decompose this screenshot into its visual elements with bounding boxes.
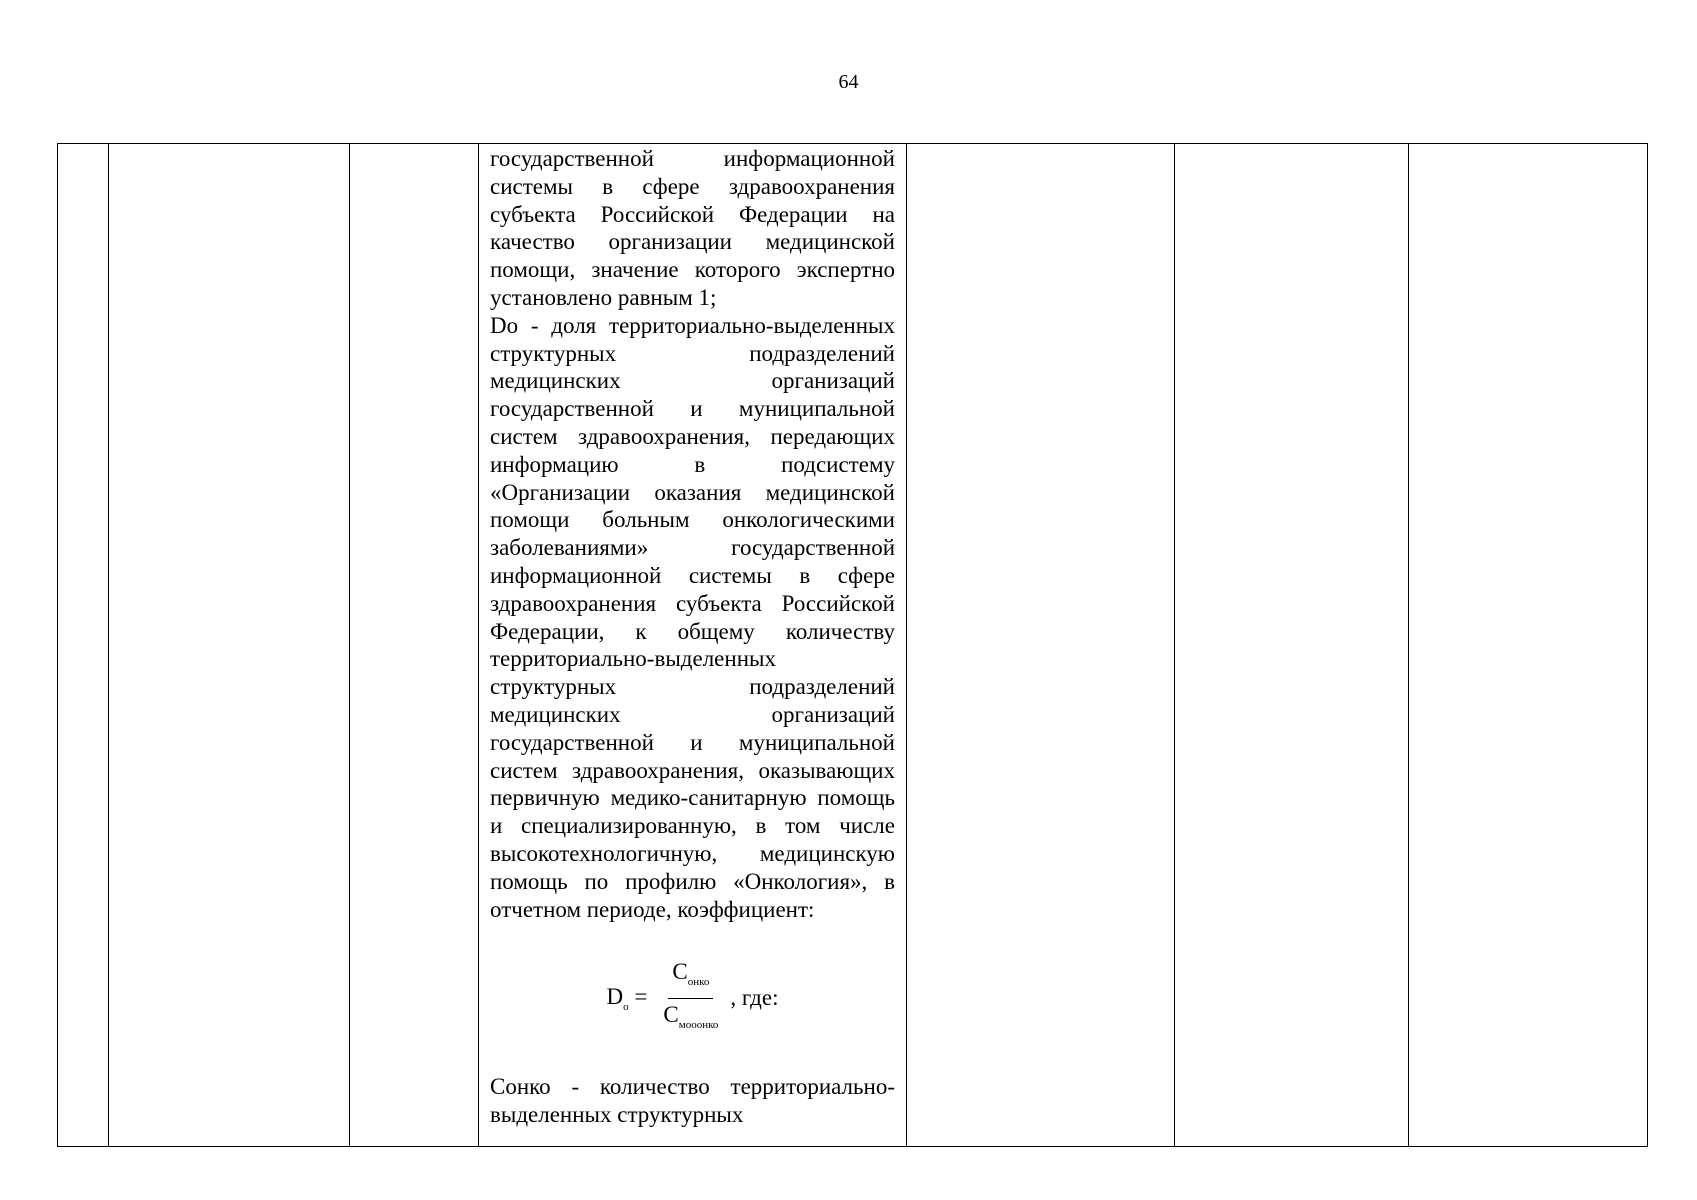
table-row <box>58 144 1648 1147</box>
table-cell-method <box>479 144 907 1147</box>
page-number: 64 <box>838 71 859 93</box>
table-cell-number <box>58 144 109 1147</box>
data-table <box>57 143 1648 1147</box>
table-cell-source <box>907 144 1175 1147</box>
formula-numerator: $C_{онко}$ <box>668 958 713 999</box>
table-cell-name <box>109 144 350 1147</box>
table-cell-unit <box>350 144 479 1147</box>
formula-block <box>490 923 895 1073</box>
formula-fraction <box>659 958 722 1039</box>
method-paragraph-4: Сонко - количество территориально-выделенных структурных <box>490 1074 895 1128</box>
method-paragraph-2: Do - доля территориально-выделенных структурных подразделений медицинских организаций государственной и муниципальной систем здравоохранения, передающих информацию в подсистему «Организации оказания медицинской помощи больным онкологическими заболеваниями» государственной информационной системы в сфере здравоохранения субъекта Российской Федерации, к общему количеству территориально-выделенных <box>490 312 895 672</box>
table-cell-notes <box>1409 144 1648 1147</box>
formula-lhs: $D_o$ = <box>606 983 648 1013</box>
method-paragraph-3: структурных подразделений медицинских организаций государственной и муниципальной систем здравоохранения, оказывающих первичную медико-санитарную помощь и специализированную, в том числе высокотехнологичную, медицинскую помощь по профилю «Онкология», в отчетном периоде, коэффициент: <box>490 674 895 922</box>
table-cell-responsible <box>1175 144 1409 1147</box>
formula <box>607 958 779 1039</box>
formula-suffix: , где: <box>730 985 779 1011</box>
method-paragraph-1: государственной информационной системы в сфере здравоохранения субъекта Российской Федерации на качество организации медицинской помощи, значение которого экспертно установлено равным 1; <box>490 146 895 310</box>
formula-denominator: $C_{мооонко}$ <box>663 1001 719 1031</box>
